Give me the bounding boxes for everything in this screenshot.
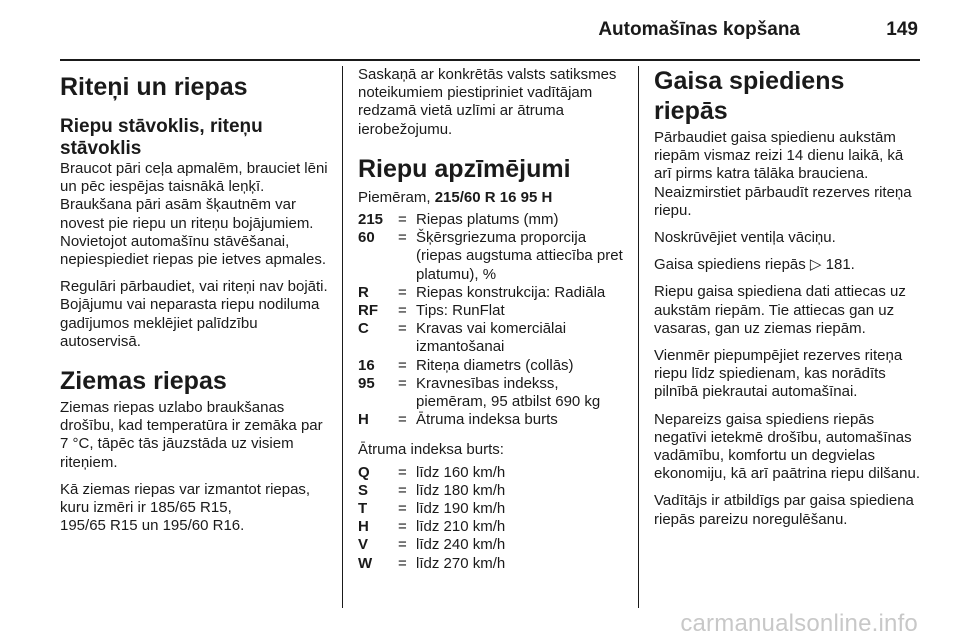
paragraph-pressure-2: Noskrūvējiet ventiļa vāciņu.	[654, 229, 836, 247]
section-title-tyre-pressure: Gaisa spiediens riepās	[654, 67, 845, 125]
header-title: Automašīnas kopšana	[598, 19, 800, 40]
speed-index-row-key: T	[358, 500, 368, 518]
speed-index-row-value: līdz 160 km/h	[416, 463, 506, 481]
column-divider-2	[638, 66, 639, 608]
designation-row-equals: =	[398, 356, 407, 374]
paragraph-condition-2: Regulāri pārbaudiet, vai riteņi nav bojāti. Bojājumu vai neparasta riepu nodiluma gadījumos meklējiet palīdzību autoservisā.	[60, 278, 328, 350]
watermark: carmanualsonline.info	[680, 610, 918, 637]
designation-row-key: RF	[358, 302, 378, 320]
speed-index-row-equals: =	[398, 554, 407, 572]
designation-row-value: Riepas konstrukcija: Radiāla	[416, 283, 606, 301]
designation-row	[358, 302, 628, 320]
designation-row	[358, 357, 628, 375]
speed-index-row-equals: =	[398, 500, 407, 518]
designation-row	[358, 211, 628, 229]
paragraph-winter-2-line1: Kā ziemas riepas var izmantot riepas, kuru izmēri ir 185/65 R15,	[60, 480, 311, 517]
speed-index-row	[358, 518, 628, 536]
designation-row-value: Riepas platums (mm)	[416, 211, 559, 229]
speed-index-row-equals: =	[398, 536, 407, 554]
paragraph-pressure-7: Vadītājs ir atbildīgs par gaisa spiediena riepās pareizu noregulēšanu.	[654, 492, 914, 528]
designation-row-key: R	[358, 283, 369, 301]
speed-index-row-equals: =	[398, 481, 407, 499]
designation-row-equals: =	[398, 411, 407, 429]
section-title-tyre-designations: Riepu apzīmējumi	[358, 154, 571, 183]
speed-index-row-key: H	[358, 518, 369, 536]
paragraph-winter-2-line2: 195/65 R15 un 195/60 R16.	[60, 517, 245, 535]
paragraph-speed-sticker: Saskaņā ar konkrētās valsts satiksmes noteikumiem piestipriniet vadītājam redzamā vietā uzlīmi ar ātruma ierobežojumu.	[358, 66, 617, 138]
column-divider-1	[342, 66, 343, 608]
designation-row-value: Riteņa diametrs (collās)	[416, 356, 574, 374]
paragraph-condition-1: Braucot pāri ceļa apmalēm, brauciet lēni un pēc iespējas taisnākā leņķī. Braukšana pāri asām šķautnēm var novest pie riepu un riteņu bojājumiem. Novietojot automašīnu stāvēšanai, nepiespiediet riepas pie ietves apmales.	[60, 160, 328, 269]
designation-row-key: 215	[358, 211, 384, 229]
designation-row-key: 16	[358, 356, 375, 374]
designation-list	[358, 211, 628, 429]
paragraph-pressure-3	[654, 256, 922, 274]
section-title-winter-tyres: Ziemas riepas	[60, 367, 227, 396]
speed-index-row	[358, 500, 628, 518]
paragraph-pressure-6: Nepareizs gaisa spiediens riepās negatīvi ietekmē drošību, automašīnas vadāmību, komfortu un degvielas ekonomiju, kā arī paātrina riepu dilšanu.	[654, 410, 920, 483]
paragraph-winter-1: Ziemas riepas uzlabo braukšanas drošību, kad temperatūra ir zemāka par 7 °C, tāpēc tās jāuzstāda uz visiem riteņiem.	[60, 399, 323, 471]
page-reference-arrow-icon: ▷	[809, 256, 822, 274]
speed-index-row-key: S	[358, 481, 369, 499]
designation-row-value: Kravas vai komerciālai izmantošanai	[416, 320, 567, 356]
example-label: Piemēram,	[358, 188, 431, 206]
designation-row-equals: =	[398, 302, 407, 320]
speed-index-row-equals: =	[398, 463, 407, 481]
speed-index-row-value: līdz 180 km/h	[416, 481, 506, 499]
designation-row-value: Šķērsgriezuma proporcija (riepas augstuma attiecība pret platumu), %	[416, 229, 623, 283]
speed-index-row	[358, 555, 628, 573]
speed-index-row	[358, 464, 628, 482]
designation-row-equals: =	[398, 283, 407, 301]
speed-index-row-key: V	[358, 536, 369, 554]
example-line	[358, 189, 628, 207]
section-title-wheels-tyres: Riteņi un riepas	[60, 73, 248, 101]
paragraph-pressure-5: Vienmēr piepumpējiet rezerves riteņa riepu līdz spiedienam, kas norādīts pilnībā piekrautai automašīnai.	[654, 347, 903, 401]
column-1	[60, 66, 330, 544]
designation-row	[358, 411, 628, 429]
speed-index-row-value: līdz 190 km/h	[416, 500, 506, 518]
pressure-ref-text: Gaisa spiediens riepās	[654, 256, 810, 274]
column-3	[654, 66, 922, 538]
designation-row	[358, 229, 628, 284]
speed-index-row-equals: =	[398, 518, 407, 536]
designation-row-equals: =	[398, 320, 407, 338]
designation-row-equals: =	[398, 211, 407, 229]
speed-index-list	[358, 464, 628, 573]
designation-row-value: Tips: RunFlat	[416, 302, 505, 320]
speed-index-row	[358, 482, 628, 500]
designation-row-key: 60	[358, 229, 375, 247]
subsection-title-condition: Riepu stāvoklis, riteņu stāvoklis	[60, 116, 263, 159]
designation-row	[358, 320, 628, 356]
designation-row-key: C	[358, 320, 369, 338]
paragraph-pressure-1: Pārbaudiet gaisa spiedienu aukstām riepām vismaz reizi 14 dienu laikā, kā arī pirms katra tālāka brauciena. Neaizmirstiet pārbaudīt rezerves riteņa riepu.	[654, 129, 912, 219]
designation-row-equals: =	[398, 229, 407, 247]
pressure-ref-page: 181.	[825, 256, 855, 274]
header-rule	[60, 59, 920, 61]
speed-index-row-value: līdz 240 km/h	[416, 536, 506, 554]
paragraph-winter-2	[60, 481, 330, 536]
speed-index-row-value: līdz 210 km/h	[416, 518, 506, 536]
example-value: 215/60 R 16 95 H	[434, 188, 553, 206]
designation-row-key: H	[358, 411, 369, 429]
designation-row	[358, 284, 628, 302]
speed-index-row-key: Q	[358, 463, 370, 481]
speed-index-label: Ātruma indeksa burts:	[358, 441, 504, 459]
designation-row	[358, 375, 628, 411]
speed-index-row	[358, 536, 628, 554]
speed-index-row-key: W	[358, 554, 373, 572]
column-2	[358, 66, 628, 585]
paragraph-pressure-4: Riepu gaisa spiediena dati attiecas uz aukstām riepām. Tie attiecas gan uz vasaras, gan uz ziemas riepām.	[654, 283, 906, 337]
designation-row-value: Kravnesības indekss, piemēram, 95 atbilst 690 kg	[416, 374, 601, 411]
designation-row-value: Ātruma indeksa burts	[416, 411, 558, 429]
designation-row-equals: =	[398, 374, 407, 392]
designation-row-key: 95	[358, 374, 375, 392]
speed-index-row-value: līdz 270 km/h	[416, 554, 506, 572]
page-number: 149	[886, 19, 918, 40]
